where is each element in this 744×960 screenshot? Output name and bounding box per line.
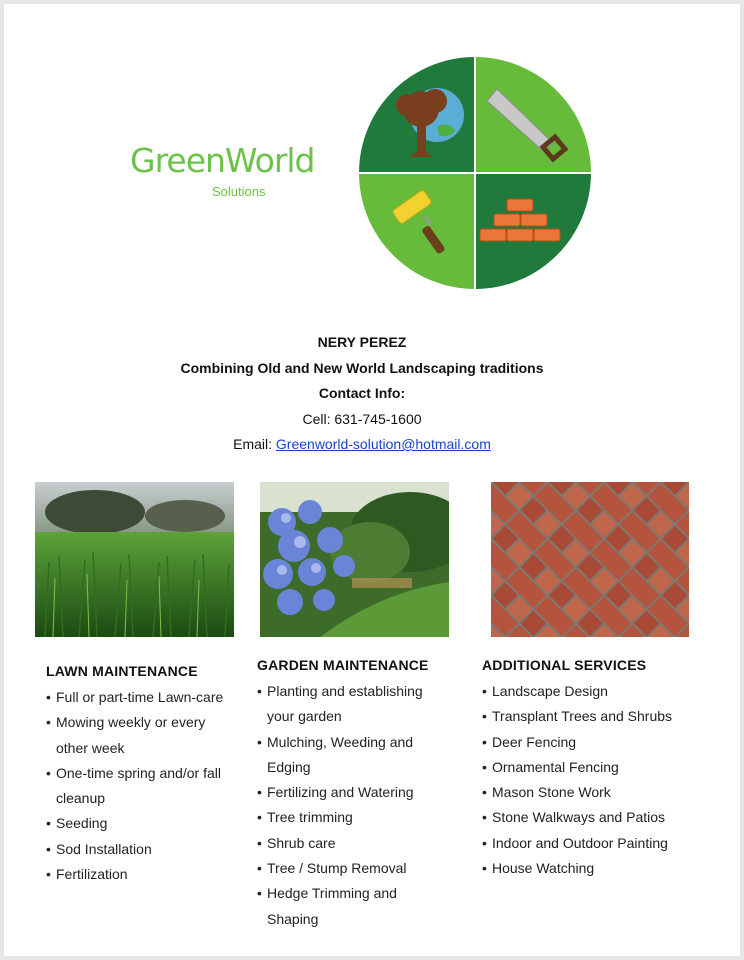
list-item: • Stone Walkways and Patios [482,805,712,830]
contact-block [4,330,720,458]
list-item: • Mason Stone Work [482,780,712,805]
list-item: • Mulching, Weeding and Edging [257,730,427,781]
additional-services-column [482,657,712,881]
column-title: LAWN MAINTENANCE [46,663,198,679]
lawn-maintenance-column [46,663,276,887]
list-item: • House Watching [482,856,712,881]
garden-maintenance-column [257,657,487,932]
list-item: • Full or part-time Lawn-care [46,685,276,710]
list-item: • Deer Fencing [482,730,712,755]
list-item: • Transplant Trees and Shrubs [482,704,712,729]
list-item: • Indoor and Outdoor Painting [482,831,712,856]
list-item: • One-time spring and/or fall cleanup [46,761,241,812]
email-link[interactable]: Greenworld-solution@hotmail.com [275,436,491,452]
tagline: Combining Old and New World Landscaping traditions [180,359,544,376]
grass-lawn-photo [35,482,234,637]
brand-name: GreenWorld [130,141,315,180]
brand-wordmark [130,141,315,199]
brick-paver-photo [491,482,689,637]
cell-phone: Cell: 631-745-1600 [302,410,422,427]
list-item: • Tree trimming [257,805,487,830]
list-item: • Shrub care [257,831,487,856]
owner-name: NERY PEREZ [317,334,407,350]
column-title: ADDITIONAL SERVICES [482,657,647,673]
brand-logo-circle [359,57,591,289]
contact-heading: Contact Info: [318,385,406,401]
brand-subtitle: Solutions [212,184,266,199]
list-item: • Fertilizing and Watering [257,780,487,805]
garden-hydrangea-photo [260,482,449,637]
list-item: • Fertilization [46,862,276,887]
list-item: • Tree / Stump Removal [257,856,487,881]
list-item: • Planting and establishing your garden [257,679,437,730]
list-item: • Mowing weekly or every other week [46,710,216,761]
list-item: • Ornamental Fencing [482,755,712,780]
list-item: • Sod Installation [46,837,276,862]
list-item: • Landscape Design [482,679,712,704]
email-line [4,432,720,458]
flyer-page [4,4,740,956]
email-label: Email: [233,436,276,452]
list-item: • Hedge Trimming and Shaping [257,881,417,932]
column-title: GARDEN MAINTENANCE [257,657,429,673]
list-item: • Seeding [46,811,276,836]
